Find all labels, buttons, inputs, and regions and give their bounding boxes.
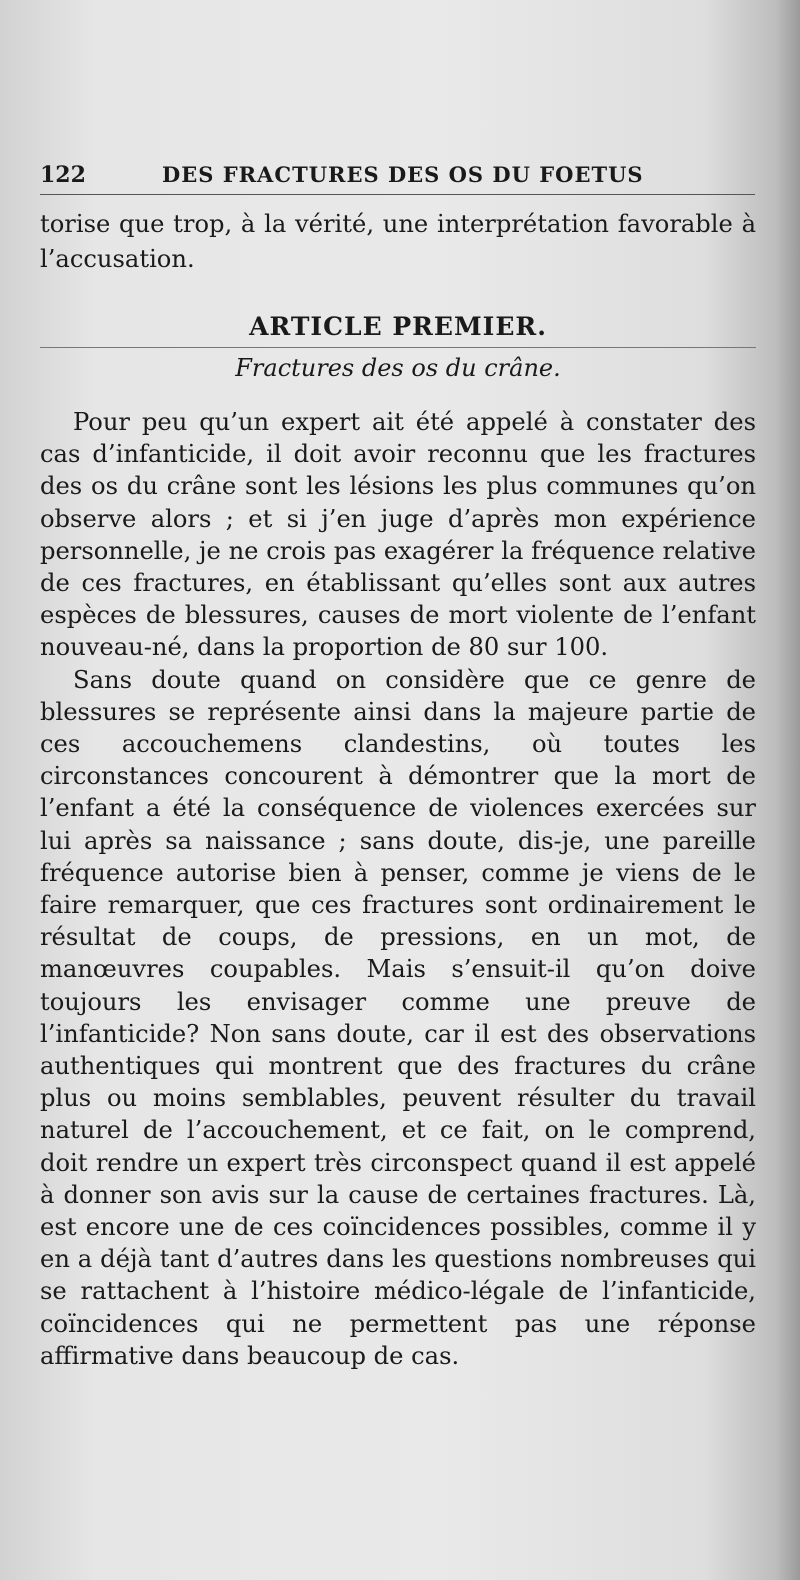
paragraph-2: Sans doute quand on considère que ce genre de blessures se représente ainsi dans la majeure partie de ces accouchemens clandestins, où toutes les circonstances concourent à démontrer que la mort de l’enfant a été la conséquence de violences exercées sur lui après sa naissance ; sans doute, dis-je, une pareille fréquence autorise bien à penser, comme je viens de le faire remarquer, que ces fractures sont ordinairement le résultat de coups, de pressions, en un mot, de manœuvres coupables. Mais s’ensuit-il qu’on doive toujours les envisager comme une preuve de l’infanticide? Non sans doute, car il est des observations authentiques qui montrent que des fractures du crâne plus ou moins semblables, peuvent résulter du travail naturel de l’accouchement, et ce fait, on le comprend, doit rendre un expert très circonspect quand il est appelé à donner son avis sur la cause de certaines fractures. Là, est encore une de ces coïncidences possibles, comme il y en a déjà tant d’autres dans les questions nombreuses qui se rattachent à l’histoire médico-légale de l’infanticide, coïncidences qui ne permettent pas une réponse affirmative dans beaucoup de cas. xyxy=(40,665,756,1370)
article-subtitle: Fractures des os du crâne. xyxy=(235,354,561,382)
running-head xyxy=(40,160,755,195)
page-number: 122 xyxy=(40,162,86,188)
running-title: DES FRACTURES DES OS DU FOETUS xyxy=(162,162,644,187)
article-title: ARTICLE PREMIER. xyxy=(40,307,756,348)
opening-paragraph: torise que trop, à la vérité, une interprétation favorable à l’accusation. xyxy=(40,210,756,273)
article-body xyxy=(40,406,756,1372)
opening-text xyxy=(40,207,756,276)
paragraph-1: Pour peu qu’un expert ait été appelé à constater des cas d’infanticide, il doit avoir reconnu que les fractures des os du crâne sont les lésions les plus communes qu’on observe alors ; et si j’en juge d’après mon expérience personnelle, je ne crois pas exagérer la fréquence relative de ces fractures, en établissant qu’elles sont aux autres espèces de blessures, causes de mort violente de l’enfant nouveau-né, dans la proportion de 80 sur 100. xyxy=(40,408,756,662)
